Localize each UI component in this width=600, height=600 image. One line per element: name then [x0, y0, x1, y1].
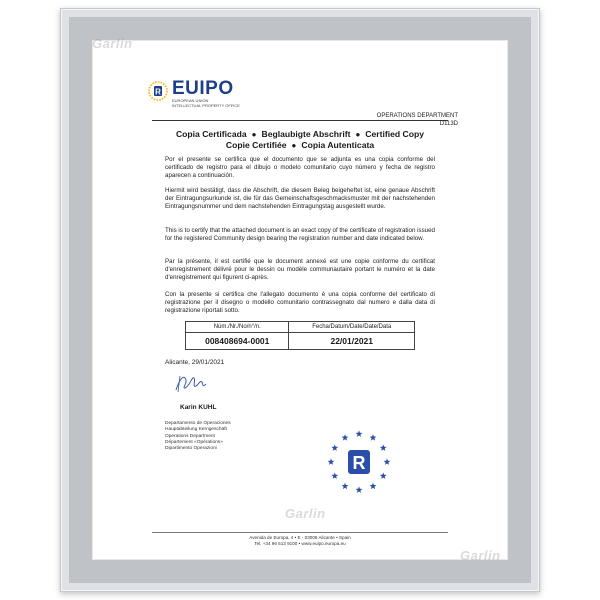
registration-number: 008408694-0001: [186, 333, 289, 350]
logo-subtitle-line2: INTELLECTUAL PROPERTY OFFICE: [172, 103, 240, 108]
star-icon: [370, 434, 377, 441]
number-header: Núm./Nr./No/n°/n.: [186, 322, 289, 333]
title-separator: ●: [251, 130, 257, 139]
handwritten-signature: [172, 370, 212, 394]
registration-date: 22/01/2021: [289, 333, 415, 350]
paragraph-it: Con la presente si certifica che l'allegato documento è una copia conforme del certificato di registrazione per il disegno o modello comunitario contrassegnato dal numero e dalla data di registrazione riportati sotto.: [165, 291, 435, 314]
footer-contact: Tel. +34 96 513 9100 • www.euipo.europa.eu: [254, 541, 346, 546]
title-separator: ●: [355, 130, 361, 139]
office-item: Dipartimento Operazioni: [165, 446, 217, 452]
date-header: Fecha/Datum/Date/Date/Data: [289, 322, 415, 333]
signer-name: Karin KUHL: [180, 404, 217, 411]
title-de: Beglaubigte Abschrift: [261, 129, 351, 139]
title-es: Copia Certificada: [175, 129, 247, 139]
logo-subtitle-line1: EUROPEAN UNION: [172, 98, 209, 103]
place-and-date: Alicante, 29/01/2021: [165, 359, 225, 366]
title-separator: ●: [291, 141, 297, 150]
watermark-top: Garlin: [92, 36, 133, 51]
table-row: [186, 333, 415, 350]
star-icon: [328, 458, 335, 465]
paragraph-fr: Par la présente, il est certifié que le document annexé est une copie conforme du certificat d'enregistrement délivré pour le dessin ou modèle communautaire portant le numéro et la date d'enregistrement qui figurent ci-après.: [165, 258, 435, 281]
watermark-middle: Garlin: [285, 506, 326, 521]
office-item: Hauptabteilung Kerngeschäft: [165, 427, 227, 433]
certificate-titles: [152, 129, 448, 151]
star-icon: [380, 444, 387, 451]
department-label: OPERATIONS DEPARTMENT: [376, 113, 458, 119]
star-icon: [370, 483, 377, 490]
footer: [152, 535, 448, 547]
registration-table: [185, 321, 415, 350]
svg-text:R: R: [155, 87, 161, 97]
paragraph-de: Hiermit wird bestätigt, dass die Abschrift, die diesem Beleg beigeheftet ist, eine genaue Abschrift der Eintragungsurkunde ist, die für das Gemeinschaftsgeschmacksmuster mit der nachstehenden Eintragungsnummer und dem nachstehenden Eintragungstag ausgestellt wurde.: [165, 187, 435, 210]
title-it: Copia Autenticata: [301, 140, 375, 150]
office-list: [165, 421, 231, 452]
office-item: Département «Opérations»: [165, 439, 223, 445]
logo-wordmark: EUIPO: [172, 78, 234, 99]
table-row: [186, 322, 415, 333]
watermark-bottom: Garlin: [460, 548, 501, 563]
star-icon: [342, 483, 349, 490]
header-rule: [152, 120, 448, 121]
footer-rule: [152, 532, 448, 533]
paragraph-es: Por el presente se certifica que el documento que se adjunta es una copia conforme del certificado de registro para el dibujo o modelo comunitario cuyo número y fecha de registro aparecen a continuación.: [165, 156, 435, 179]
star-icon: [331, 444, 338, 451]
svg-text:R: R: [352, 453, 366, 473]
logo-subtitle: [172, 98, 240, 108]
paragraph-en: This is to certify that the attached document is an exact copy of the certificate of registration issued for the registered Community design bearing the registration number and date indicated below.: [165, 227, 435, 242]
title-fr: Copie Certifiée: [225, 140, 287, 150]
star-icon: [356, 430, 363, 437]
star-icon: [356, 486, 363, 493]
star-icon: [331, 472, 338, 479]
footer-address: Avenida de Europa, 4 • E - 03008 Alicante • Spain: [249, 535, 351, 540]
euipo-logo: [148, 78, 278, 108]
euipo-emblem-icon: [148, 80, 168, 102]
document-code: D113D: [439, 121, 458, 127]
star-icon: [342, 434, 349, 441]
office-item: Departamento de Operaciones: [165, 421, 231, 426]
office-item: Operations Department: [165, 433, 215, 439]
star-icon: [384, 458, 391, 465]
title-en: Certified Copy: [365, 129, 425, 139]
euipo-star-seal-icon: [325, 428, 393, 496]
star-icon: [380, 472, 387, 479]
